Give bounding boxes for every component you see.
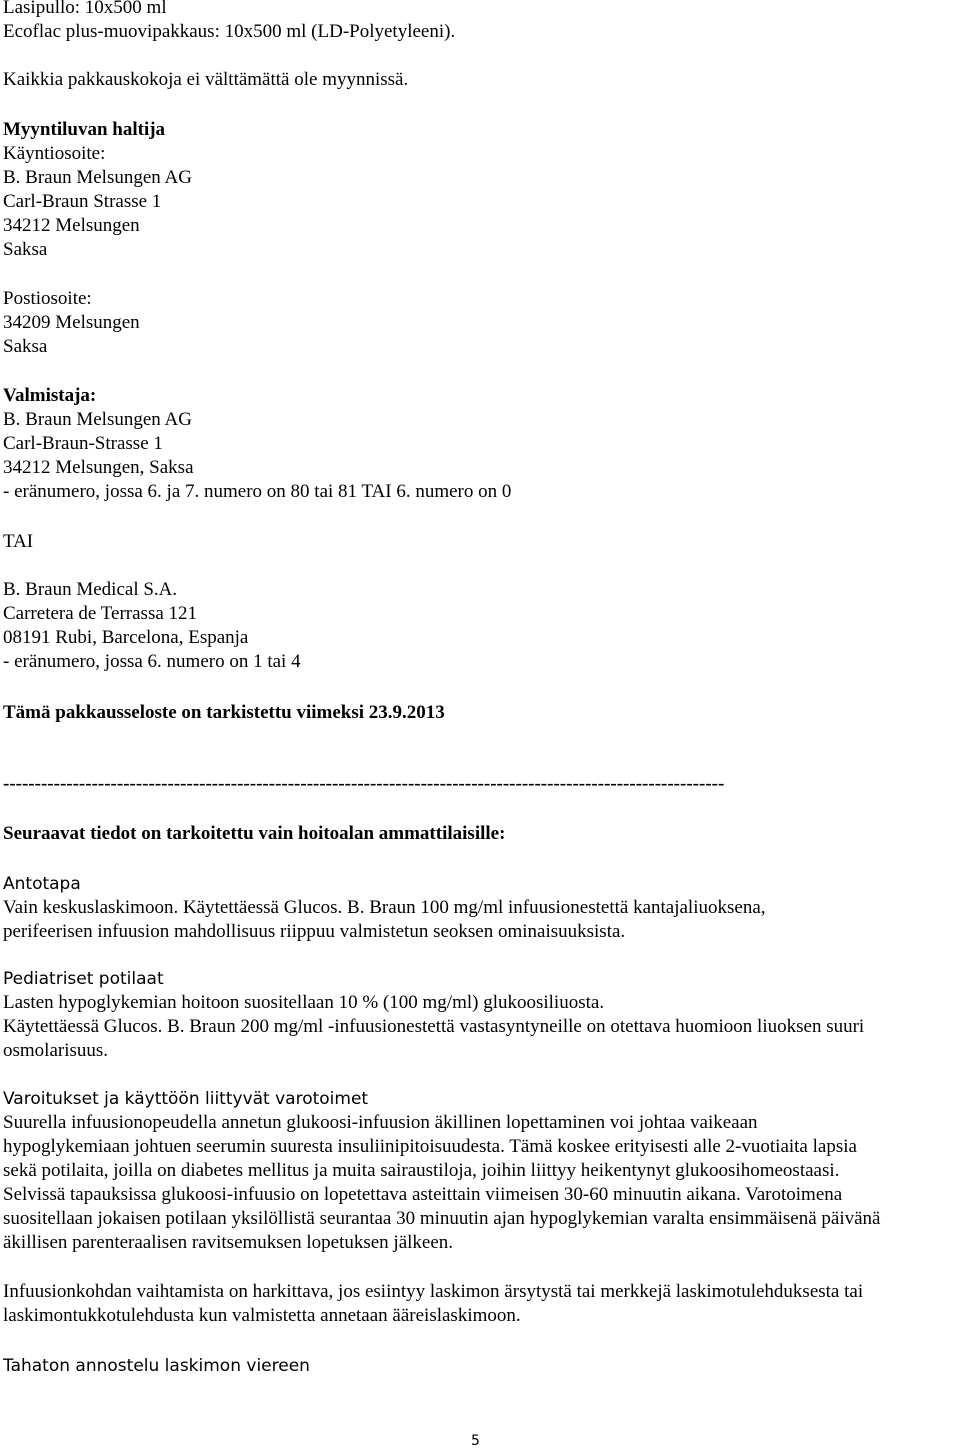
packaging-availability-note: Kaikkia pakkauskokoja ei välttämättä ole myynnissä. xyxy=(3,69,409,90)
administration-text-2: perifeerisen infuusion mahdollisuus riippuu valmistetun seoksen ominaisuuksista. xyxy=(3,921,626,942)
holder-visit-country: Saksa xyxy=(3,239,48,260)
pediatric-text-2: Käytettäessä Glucos. B. Braun 200 mg/ml -infuusionestettä vastasyntyneille on otettava huomioon liuoksen suuri xyxy=(3,1016,865,1037)
holder-visit-label: Käyntiosoite: xyxy=(3,143,106,164)
warnings-text-6: äkillisen parenteraalisen ravitsemuksen lopetuksen jälkeen. xyxy=(3,1232,454,1253)
page-number: 5 xyxy=(471,1433,480,1449)
warnings-text-4: Selvissä tapauksissa glukoosi-infuusio on lopetettava asteittain viimeisen 30-60 minuutin aikana. Varotoimena xyxy=(3,1184,843,1205)
packaging-glass-bottle: Lasipullo: 10x500 ml xyxy=(3,0,167,18)
holder-post-country: Saksa xyxy=(3,336,48,357)
manufacturer-company-2: B. Braun Medical S.A. xyxy=(3,579,178,600)
holder-visit-company: B. Braun Melsungen AG xyxy=(3,167,192,188)
section-divider: ------------------------------------------------------------------------------------------------------------------ xyxy=(3,773,725,794)
administration-text-1: Vain keskuslaskimoon. Käytettäessä Glucos. B. Braun 100 mg/ml infuusionestettä kantajaliuoksena, xyxy=(3,897,766,918)
warnings-text-3: sekä potilaita, joilla on diabetes mellitus ja muita sairaustiloja, joihin liittyy heikentynyt glukoosihomeostaasi. xyxy=(3,1160,840,1181)
administration-heading: Antotapa xyxy=(3,874,81,894)
manufacturer-street-2: Carretera de Terrassa 121 xyxy=(3,603,198,624)
manufacturer-batch-note-1: - eränumero, jossa 6. ja 7. numero on 80 tai 81 TAI 6. numero on 0 xyxy=(3,481,512,502)
revision-date: Tämä pakkausseloste on tarkistettu viimeksi 23.9.2013 xyxy=(3,702,445,723)
holder-heading: Myyntiluvan haltija xyxy=(3,119,166,140)
holder-visit-city: 34212 Melsungen xyxy=(3,215,140,236)
manufacturer-or: TAI xyxy=(3,531,34,552)
pediatric-text-1: Lasten hypoglykemian hoitoon suositellaan 10 % (100 mg/ml) glukoosiliuosta. xyxy=(3,992,605,1013)
professional-heading: Seuraavat tiedot on tarkoitettu vain hoitoalan ammattilaisille: xyxy=(3,823,506,844)
holder-post-city: 34209 Melsungen xyxy=(3,312,140,333)
manufacturer-street-1: Carl-Braun-Strasse 1 xyxy=(3,433,163,454)
warnings-text-5: suositellaan jokaisen potilaan yksilöllistä seurantaa 30 minuutin ajan hypoglykemian varalta ensimmäisenä päivänä xyxy=(3,1208,881,1229)
pediatric-heading: Pediatriset potilaat xyxy=(3,969,164,989)
warnings-text-2: hypoglykemiaan johtuen seerumin suuresta insuliinipitoisuudesta. Tämä koskee erityisesti alle 2-vuotiaita lapsia xyxy=(3,1136,857,1157)
warnings-heading: Varoitukset ja käyttöön liittyvät varotoimet xyxy=(3,1089,369,1109)
manufacturer-city-1: 34212 Melsungen, Saksa xyxy=(3,457,194,478)
manufacturer-heading: Valmistaja: xyxy=(3,385,97,406)
extravasation-heading: Tahaton annostelu laskimon viereen xyxy=(3,1356,310,1376)
manufacturer-company-1: B. Braun Melsungen AG xyxy=(3,409,192,430)
manufacturer-batch-note-2: - eränumero, jossa 6. numero on 1 tai 4 xyxy=(3,651,301,672)
manufacturer-city-2: 08191 Rubi, Barcelona, Espanja xyxy=(3,627,249,648)
infusion-site-text-1: Infuusionkohdan vaihtamista on harkittava, jos esiintyy laskimon ärsytystä tai merkkejä laskimotulehduksesta tai xyxy=(3,1281,864,1302)
infusion-site-text-2: laskimontukkotulehdusta kun valmistetta annetaan ääreislaskimoon. xyxy=(3,1305,521,1326)
holder-post-label: Postiosoite: xyxy=(3,288,92,309)
pediatric-text-3: osmolarisuus. xyxy=(3,1040,109,1061)
packaging-ecoflac: Ecoflac plus-muovipakkaus: 10x500 ml (LD-Polyetyleeni). xyxy=(3,21,456,42)
holder-visit-street: Carl-Braun Strasse 1 xyxy=(3,191,162,212)
warnings-text-1: Suurella infuusionopeudella annetun glukoosi-infuusion äkillinen lopettaminen voi johtaa vaikeaan xyxy=(3,1112,758,1133)
